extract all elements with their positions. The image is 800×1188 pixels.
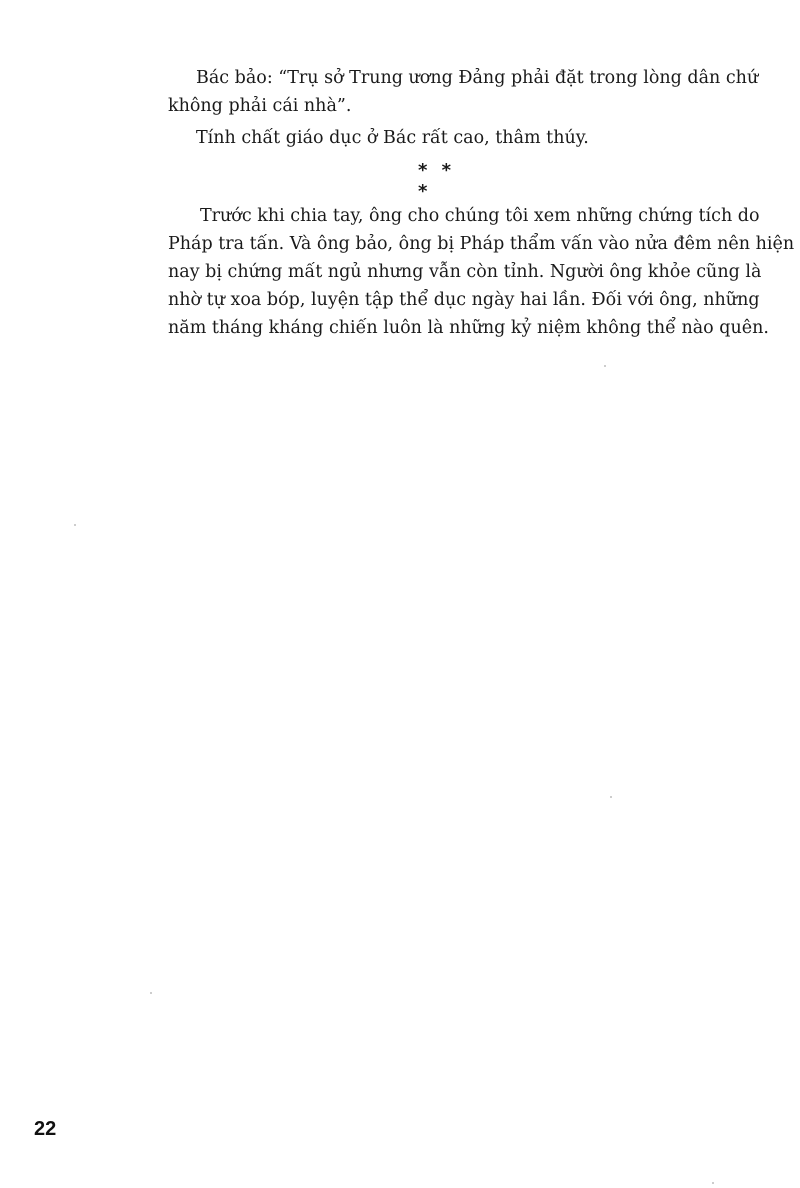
- section-separator: * * *: [418, 160, 456, 202]
- scan-speck: [604, 365, 606, 367]
- paragraph-tinh-chat: [168, 124, 708, 152]
- paragraph-line: năm tháng kháng chiến luôn là những kỷ niệm không thể nào quên.: [168, 318, 769, 338]
- paragraph-line: không phải cái nhà”.: [168, 96, 352, 116]
- scan-speck: [150, 992, 152, 994]
- page-number: 22: [34, 1118, 57, 1140]
- paragraph-bac-bao: [168, 64, 759, 120]
- scan-speck: [74, 524, 76, 526]
- paragraph-line: Bác bảo: “Trụ sở Trung ương Đảng phải đặt trong lòng dân chứ: [196, 68, 759, 88]
- paragraph-line: nay bị chứng mất ngủ nhưng vẫn còn tỉnh. Người ông khỏe cũng là: [168, 262, 762, 282]
- paragraph-line: Pháp tra tấn. Và ông bảo, ông bị Pháp thẩm vấn vào nửa đêm nên hiện: [168, 234, 795, 254]
- paragraph-line: Tính chất giáo dục ở Bác rất cao, thâm thúy.: [196, 128, 589, 148]
- paragraph-truoc-khi-chia-tay: [168, 202, 795, 342]
- scan-speck: [712, 1182, 714, 1184]
- paragraph-line: nhờ tự xoa bóp, luyện tập thể dục ngày hai lần. Đối với ông, những: [168, 290, 760, 310]
- paragraph-line: Trước khi chia tay, ông cho chúng tôi xem những chứng tích do: [200, 206, 760, 226]
- scan-speck: [610, 796, 612, 798]
